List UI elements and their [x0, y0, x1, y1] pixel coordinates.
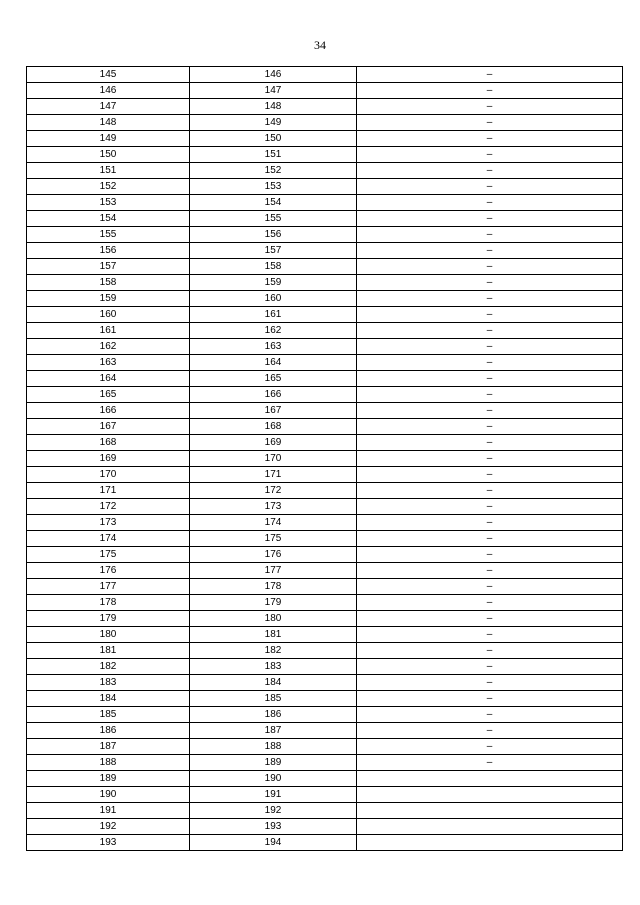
table-cell: 151	[190, 147, 357, 163]
table-cell: 170	[190, 451, 357, 467]
table-cell	[357, 803, 623, 819]
table-cell: 157	[190, 243, 357, 259]
table-cell: –	[357, 563, 623, 579]
table-cell: –	[357, 163, 623, 179]
table-row	[27, 499, 623, 515]
table-cell: 147	[27, 99, 190, 115]
table-cell: –	[357, 435, 623, 451]
table-cell: 145	[27, 67, 190, 83]
table-cell: –	[357, 323, 623, 339]
table-cell: 166	[27, 403, 190, 419]
table-row	[27, 195, 623, 211]
table-cell: 182	[190, 643, 357, 659]
table-cell: –	[357, 179, 623, 195]
table-cell: 167	[27, 419, 190, 435]
table-cell: –	[357, 499, 623, 515]
table-cell: 154	[190, 195, 357, 211]
table-row	[27, 627, 623, 643]
table-cell: 190	[27, 787, 190, 803]
page-number: 34	[314, 38, 326, 52]
table-cell: 169	[190, 435, 357, 451]
table-cell: –	[357, 83, 623, 99]
table-cell: 148	[27, 115, 190, 131]
table-cell: 158	[27, 275, 190, 291]
table-row	[27, 83, 623, 99]
table-cell: 152	[190, 163, 357, 179]
table-cell: 186	[27, 723, 190, 739]
table-cell: 178	[27, 595, 190, 611]
table-row	[27, 291, 623, 307]
table-cell: 185	[190, 691, 357, 707]
table-row	[27, 179, 623, 195]
table-cell: 149	[190, 115, 357, 131]
table-cell: 151	[27, 163, 190, 179]
table-row	[27, 339, 623, 355]
table-cell: 187	[27, 739, 190, 755]
table-cell: 156	[27, 243, 190, 259]
table-row	[27, 819, 623, 835]
table-cell: –	[357, 691, 623, 707]
table-cell: –	[357, 595, 623, 611]
table-cell: 168	[190, 419, 357, 435]
table-cell: 188	[27, 755, 190, 771]
table-cell: –	[357, 755, 623, 771]
table-cell: 165	[27, 387, 190, 403]
table-cell: –	[357, 739, 623, 755]
table-cell: 184	[190, 675, 357, 691]
table-cell: –	[357, 451, 623, 467]
table-row	[27, 611, 623, 627]
table-row	[27, 259, 623, 275]
table-cell: 178	[190, 579, 357, 595]
table-row	[27, 99, 623, 115]
table-cell: 174	[190, 515, 357, 531]
table-cell: –	[357, 579, 623, 595]
table-body	[27, 67, 623, 851]
table-row	[27, 787, 623, 803]
table-cell: –	[357, 211, 623, 227]
table-cell	[357, 787, 623, 803]
table-row	[27, 419, 623, 435]
table-row	[27, 323, 623, 339]
table-row	[27, 707, 623, 723]
table-cell: –	[357, 611, 623, 627]
table-row	[27, 147, 623, 163]
table-cell: 175	[27, 547, 190, 563]
table-cell: –	[357, 531, 623, 547]
table-cell	[357, 771, 623, 787]
table-cell: –	[357, 467, 623, 483]
table-cell: –	[357, 675, 623, 691]
table-cell: 181	[27, 643, 190, 659]
table-row	[27, 835, 623, 851]
table-cell: 181	[190, 627, 357, 643]
table-cell: 172	[190, 483, 357, 499]
table-row	[27, 275, 623, 291]
table-row	[27, 115, 623, 131]
table-cell: 176	[190, 547, 357, 563]
table-cell: –	[357, 307, 623, 323]
table-cell: 177	[27, 579, 190, 595]
table-row	[27, 307, 623, 323]
table-cell: –	[357, 707, 623, 723]
table-row	[27, 403, 623, 419]
table-cell: 150	[27, 147, 190, 163]
table-cell: 160	[27, 307, 190, 323]
table-cell: –	[357, 147, 623, 163]
table-row	[27, 675, 623, 691]
table-row	[27, 579, 623, 595]
table-cell: 187	[190, 723, 357, 739]
table-cell: 183	[190, 659, 357, 675]
table-cell: 170	[27, 467, 190, 483]
table-cell: 163	[190, 339, 357, 355]
table-cell: 150	[190, 131, 357, 147]
table-cell: 169	[27, 451, 190, 467]
table-cell: 167	[190, 403, 357, 419]
table-cell: 180	[27, 627, 190, 643]
table-cell: 153	[190, 179, 357, 195]
table-cell: 186	[190, 707, 357, 723]
table-row	[27, 435, 623, 451]
table-cell: 188	[190, 739, 357, 755]
table-cell: 191	[27, 803, 190, 819]
table-cell: 164	[27, 371, 190, 387]
table-cell: 174	[27, 531, 190, 547]
table-cell: –	[357, 275, 623, 291]
table-cell: –	[357, 403, 623, 419]
table-row	[27, 163, 623, 179]
table-cell: 189	[190, 755, 357, 771]
table-cell	[357, 835, 623, 851]
table-row	[27, 467, 623, 483]
table-cell: 153	[27, 195, 190, 211]
table-cell: –	[357, 131, 623, 147]
table-cell: 189	[27, 771, 190, 787]
table-cell: 177	[190, 563, 357, 579]
table-row	[27, 227, 623, 243]
table-cell: –	[357, 115, 623, 131]
table-row	[27, 371, 623, 387]
table-cell: 146	[190, 67, 357, 83]
table-row	[27, 659, 623, 675]
table-row	[27, 131, 623, 147]
table-row	[27, 451, 623, 467]
table-cell: –	[357, 659, 623, 675]
table-cell: 149	[27, 131, 190, 147]
table-cell: –	[357, 483, 623, 499]
table-cell: 192	[27, 819, 190, 835]
table-cell: 171	[27, 483, 190, 499]
table-cell: 148	[190, 99, 357, 115]
table-cell: –	[357, 259, 623, 275]
table-cell: 179	[27, 611, 190, 627]
table-row	[27, 563, 623, 579]
table-cell: –	[357, 195, 623, 211]
table-row	[27, 531, 623, 547]
table-row	[27, 755, 623, 771]
table-cell: 193	[190, 819, 357, 835]
table-cell: 179	[190, 595, 357, 611]
table-row	[27, 355, 623, 371]
table-row	[27, 211, 623, 227]
table-cell: 163	[27, 355, 190, 371]
table-cell: 191	[190, 787, 357, 803]
table-cell: 182	[27, 659, 190, 675]
table-cell: –	[357, 419, 623, 435]
table-cell: 172	[27, 499, 190, 515]
table-cell: –	[357, 547, 623, 563]
table-cell: 192	[190, 803, 357, 819]
table-row	[27, 595, 623, 611]
table-cell: 162	[27, 339, 190, 355]
table-cell: 147	[190, 83, 357, 99]
table-cell: 162	[190, 323, 357, 339]
table-cell: 180	[190, 611, 357, 627]
table-cell: –	[357, 243, 623, 259]
table-cell: 173	[190, 499, 357, 515]
table-cell: 155	[27, 227, 190, 243]
table-cell: 146	[27, 83, 190, 99]
table-row	[27, 739, 623, 755]
table-cell: 154	[27, 211, 190, 227]
table-cell: 156	[190, 227, 357, 243]
table-cell: 155	[190, 211, 357, 227]
table-cell: –	[357, 67, 623, 83]
table-cell: 159	[27, 291, 190, 307]
table-row	[27, 387, 623, 403]
table-cell: –	[357, 387, 623, 403]
table-cell: –	[357, 515, 623, 531]
table-cell: –	[357, 627, 623, 643]
table-cell: –	[357, 227, 623, 243]
table-row	[27, 803, 623, 819]
table-cell: –	[357, 643, 623, 659]
table-cell: 152	[27, 179, 190, 195]
table-cell: 164	[190, 355, 357, 371]
table-cell: 160	[190, 291, 357, 307]
table-cell: 158	[190, 259, 357, 275]
table-cell: 161	[190, 307, 357, 323]
table-cell: 173	[27, 515, 190, 531]
table-row	[27, 483, 623, 499]
table-cell: –	[357, 339, 623, 355]
table-cell: 184	[27, 691, 190, 707]
table-cell: 175	[190, 531, 357, 547]
table-cell: 168	[27, 435, 190, 451]
table-cell: –	[357, 723, 623, 739]
table-cell: 176	[27, 563, 190, 579]
table-cell	[357, 819, 623, 835]
table-row	[27, 771, 623, 787]
table-cell: 190	[190, 771, 357, 787]
table-cell: 171	[190, 467, 357, 483]
data-table	[26, 66, 623, 851]
table-cell: 161	[27, 323, 190, 339]
table-cell: –	[357, 371, 623, 387]
table-cell: 183	[27, 675, 190, 691]
table-cell: 159	[190, 275, 357, 291]
table-row	[27, 691, 623, 707]
table-row	[27, 67, 623, 83]
table-cell: 193	[27, 835, 190, 851]
table-cell: –	[357, 291, 623, 307]
table-cell: –	[357, 355, 623, 371]
table-cell: 194	[190, 835, 357, 851]
table-cell: –	[357, 99, 623, 115]
table-cell: 157	[27, 259, 190, 275]
table-cell: 165	[190, 371, 357, 387]
table-row	[27, 643, 623, 659]
table-row	[27, 243, 623, 259]
table-cell: 166	[190, 387, 357, 403]
table-row	[27, 515, 623, 531]
table-cell: 185	[27, 707, 190, 723]
table-row	[27, 723, 623, 739]
table-row	[27, 547, 623, 563]
